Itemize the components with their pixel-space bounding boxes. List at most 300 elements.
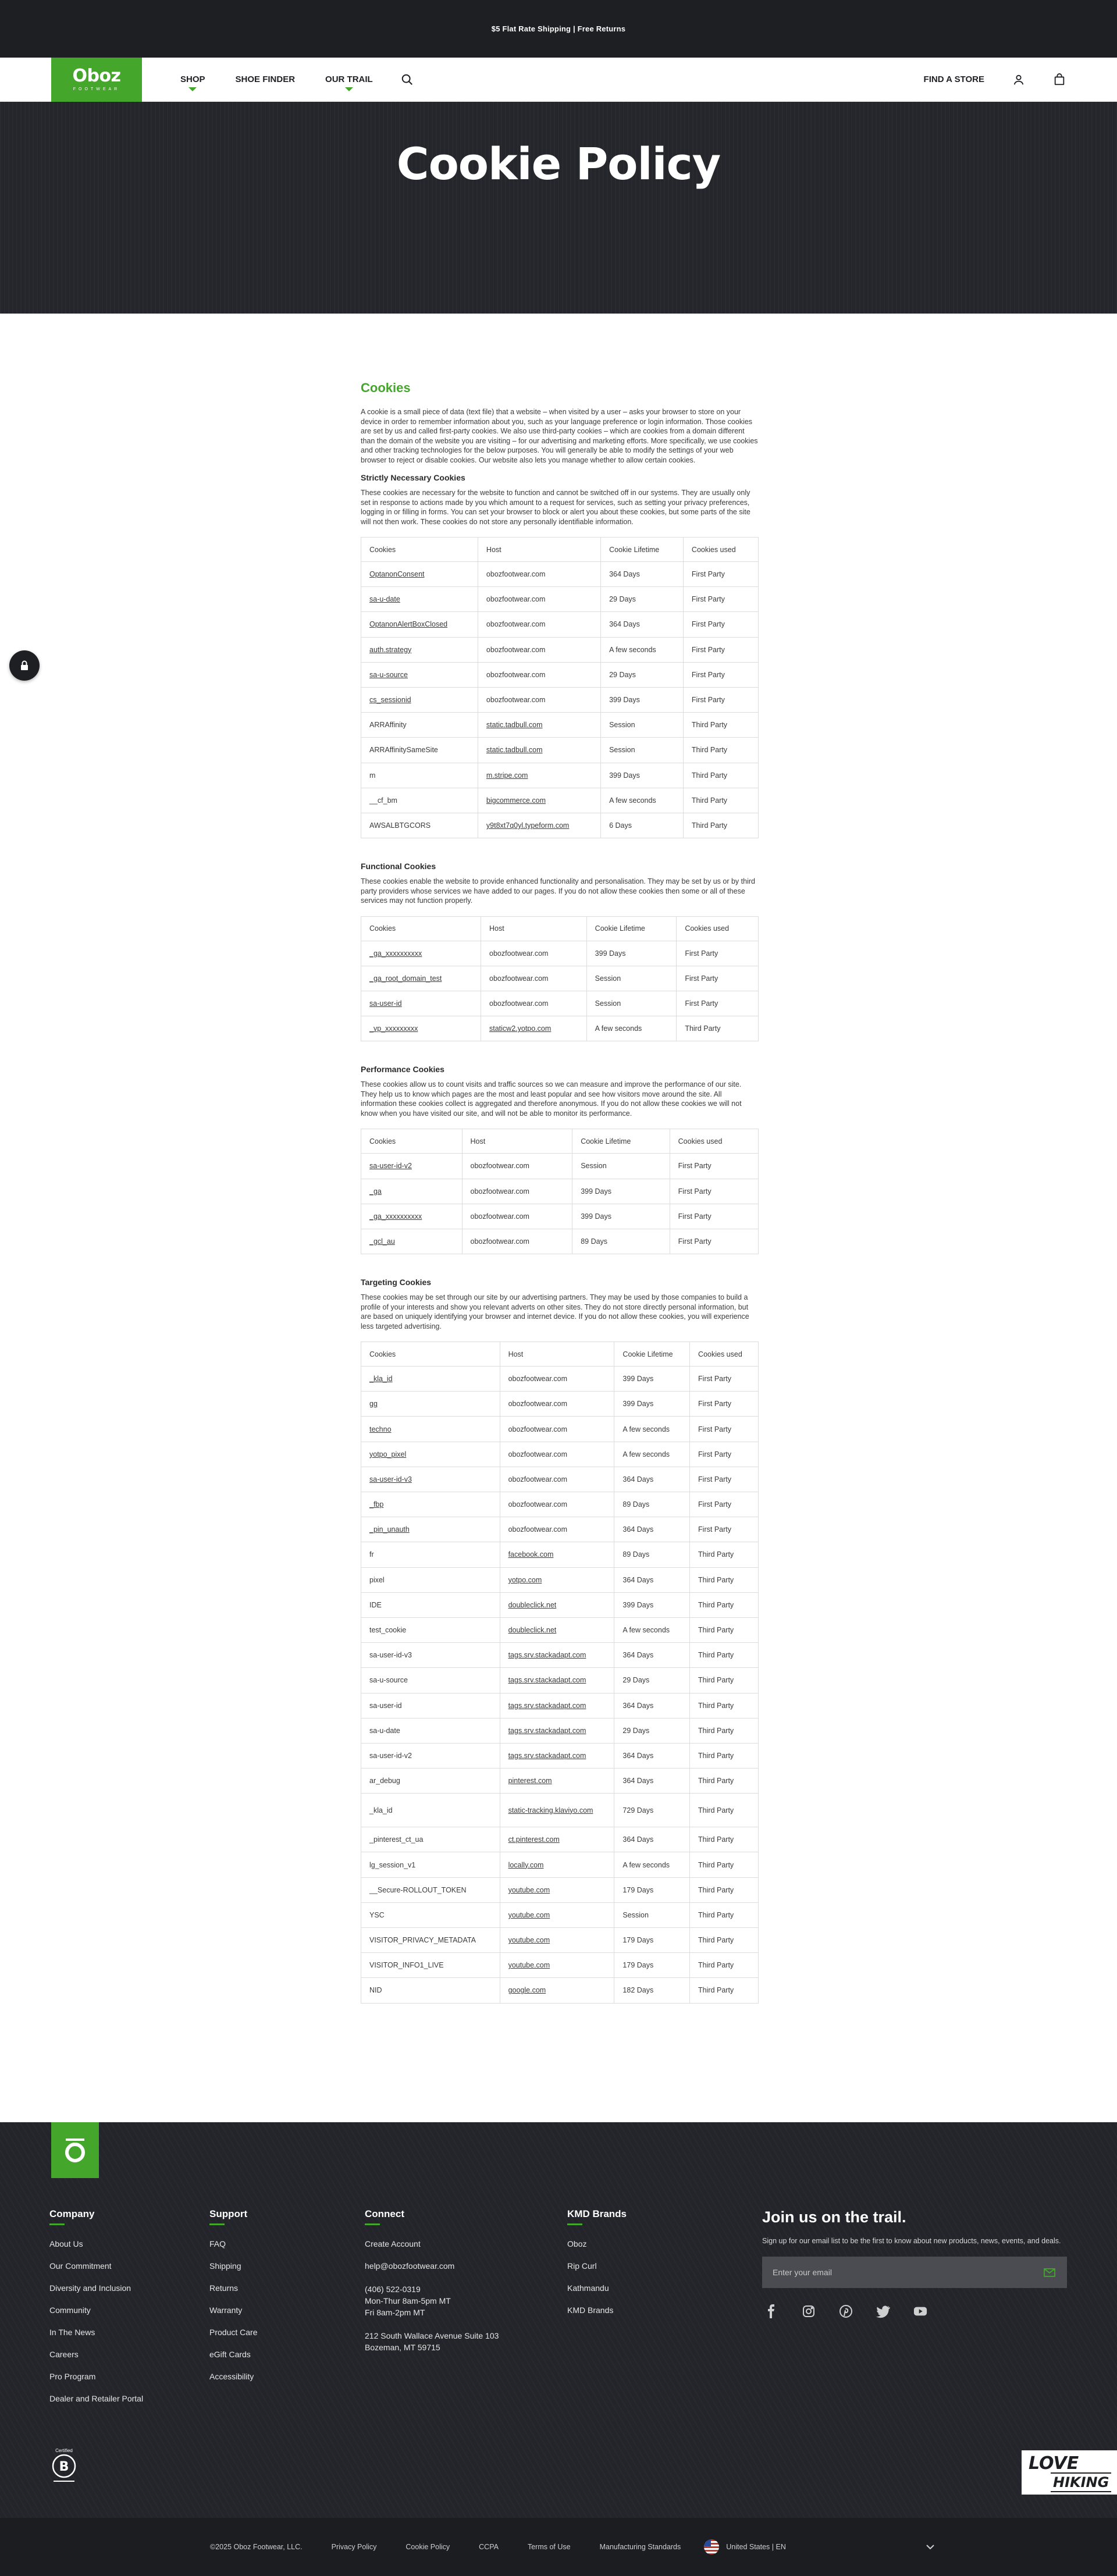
table-cell xyxy=(478,687,600,712)
footer-link[interactable]: Community xyxy=(49,2305,91,2315)
table-cell xyxy=(690,1668,759,1693)
caret-down-icon xyxy=(345,87,353,91)
privacy-policy-link[interactable]: Privacy Policy xyxy=(331,2543,377,2551)
cookie-lifetime: 399 Days xyxy=(595,949,626,958)
cookie-host: obozfootwear.com xyxy=(508,1525,568,1534)
table-row xyxy=(361,587,759,612)
footer-link[interactable]: KMD Brands xyxy=(567,2305,614,2315)
cookie-party: Third Party xyxy=(698,1910,734,1919)
table-cell xyxy=(670,1154,758,1179)
footer-logo[interactable] xyxy=(51,2122,99,2178)
cookie-name-link[interactable]: sa-user-id-v3 xyxy=(369,1475,412,1483)
love-hiking-badge xyxy=(1022,2450,1117,2495)
section-title: Functional Cookies xyxy=(361,862,436,871)
cookie-party: First Party xyxy=(685,949,718,958)
table-cell xyxy=(361,612,478,637)
main-nav xyxy=(180,74,373,84)
table-cell xyxy=(572,1179,670,1204)
table-cell xyxy=(690,1852,759,1877)
table-row xyxy=(361,1542,759,1567)
region-label: United States | EN xyxy=(726,2543,786,2551)
cookie-host: obozfootwear.com xyxy=(486,570,546,579)
table-cell xyxy=(478,763,600,788)
cookie-host: obozfootwear.com xyxy=(508,1450,568,1458)
section-title: Strictly Necessary Cookies xyxy=(361,473,465,482)
youtube-icon[interactable] xyxy=(913,2304,927,2318)
cookie-party: First Party xyxy=(698,1400,731,1408)
cookie-name: m xyxy=(369,771,376,780)
hero-banner xyxy=(0,102,1117,314)
cookie-lifetime: 6 Days xyxy=(609,821,632,830)
table-cell xyxy=(481,991,587,1016)
cart-bag-icon[interactable] xyxy=(1053,73,1066,86)
cookie-name-link[interactable]: gg xyxy=(369,1400,378,1408)
b-corp-badge xyxy=(51,2448,77,2491)
table-cell xyxy=(601,738,684,763)
cookie-name: _pinterest_ct_ua xyxy=(369,1835,424,1844)
cookie-party: First Party xyxy=(691,620,725,629)
table-cell xyxy=(683,587,758,612)
cookie-host-link[interactable]: youtube.com xyxy=(508,1936,550,1945)
cookie-lifetime: 399 Days xyxy=(581,1212,612,1221)
table-cell xyxy=(500,1643,614,1668)
cookie-party: First Party xyxy=(678,1212,712,1221)
table-cell xyxy=(500,1743,614,1768)
table-cell xyxy=(361,1417,500,1442)
table-cell xyxy=(670,1204,758,1229)
pinterest-icon[interactable] xyxy=(839,2304,853,2318)
table-cell xyxy=(361,1743,500,1768)
table-row xyxy=(361,1517,759,1542)
footer-company xyxy=(49,2208,143,2416)
cookie-party: Third Party xyxy=(691,746,728,755)
table-cell xyxy=(500,1978,614,2003)
nav-shop[interactable] xyxy=(180,74,205,84)
table-cell xyxy=(690,1367,759,1392)
cookie-lifetime: 364 Days xyxy=(609,620,640,629)
cookie-name-link[interactable]: _vp_xxxxxxxxx xyxy=(369,1024,418,1033)
footer-link[interactable]: Careers xyxy=(49,2350,79,2359)
cookie-name-link[interactable]: _ga xyxy=(369,1187,382,1196)
cookie-name-link[interactable]: auth.strategy xyxy=(369,645,412,654)
cookie-name-link[interactable]: yotpo_pixel xyxy=(369,1450,407,1458)
cookie-party: Third Party xyxy=(698,1676,734,1685)
cookie-host-link[interactable]: doubleclick.net xyxy=(508,1626,557,1635)
nav-our-trail[interactable] xyxy=(325,74,373,84)
cookie-host: obozfootwear.com xyxy=(486,595,546,604)
table-cell xyxy=(361,1016,481,1041)
table-cell xyxy=(478,612,600,637)
table-cell xyxy=(361,1492,500,1517)
cookie-host-link[interactable]: static.tadbull.com xyxy=(486,721,543,730)
table-cell xyxy=(601,687,684,712)
hiking-text: HIKING xyxy=(1051,2472,1111,2492)
table-cell xyxy=(462,1154,572,1179)
cookie-host-link[interactable]: m.stripe.com xyxy=(486,771,528,780)
support-email-link[interactable]: help@obozfootwear.com xyxy=(365,2261,455,2271)
table-row xyxy=(361,1154,759,1179)
footer-support xyxy=(209,2208,257,2394)
table-row xyxy=(361,1204,759,1229)
table-row xyxy=(361,1229,759,1254)
search-icon[interactable] xyxy=(401,73,414,86)
terms-of-use-link[interactable]: Terms of Use xyxy=(527,2543,571,2551)
table-cell xyxy=(601,662,684,687)
cookie-host-link[interactable]: locally.com xyxy=(508,1860,544,1869)
table-row xyxy=(361,763,759,788)
cookie-name: sa-u-date xyxy=(369,1726,400,1735)
cookie-name-link[interactable]: _gcl_au xyxy=(369,1237,395,1246)
cookie-name-link[interactable]: OptanonConsent xyxy=(369,570,425,579)
cookie-host-link[interactable]: facebook.com xyxy=(508,1550,554,1559)
table-cell xyxy=(614,1567,690,1592)
cookie-name: AWSALBTGCORS xyxy=(369,821,431,830)
announcement-text: $5 Flat Rate Shipping | Free Returns xyxy=(491,24,626,33)
column-header: Cookies used xyxy=(690,1342,759,1367)
table-cell xyxy=(683,813,758,838)
cookie-host-link[interactable]: tags.srv.stackadapt.com xyxy=(508,1701,586,1710)
footer-connect xyxy=(365,2208,499,2353)
table-cell xyxy=(361,1718,500,1743)
cookie-party: First Party xyxy=(685,999,718,1008)
footer-link[interactable]: eGift Cards xyxy=(209,2350,251,2359)
cookie-host-link[interactable]: tags.srv.stackadapt.com xyxy=(508,1726,586,1735)
table-cell xyxy=(677,1016,759,1041)
table-row xyxy=(361,991,759,1016)
table-row xyxy=(361,788,759,813)
table-row xyxy=(361,966,759,991)
table-cell xyxy=(500,1567,614,1592)
cookie-party: Third Party xyxy=(691,796,728,805)
table-cell xyxy=(361,1229,463,1254)
cookie-lifetime: A few seconds xyxy=(622,1626,670,1635)
table-header-row xyxy=(361,916,759,941)
cookie-party: First Party xyxy=(678,1237,712,1246)
table-row xyxy=(361,813,759,838)
cookie-name-link[interactable]: _ga_xxxxxxxxxx xyxy=(369,1212,422,1221)
table-cell xyxy=(614,1693,690,1718)
cookie-host-link[interactable]: pinterest.com xyxy=(508,1777,552,1785)
cookie-host-link[interactable]: staticw2.yotpo.com xyxy=(489,1024,552,1033)
cookie-party: First Party xyxy=(691,696,725,705)
cookie-lifetime: 29 Days xyxy=(622,1676,650,1685)
address-line-1: 212 South Wallace Avenue Suite 103 xyxy=(365,2331,499,2340)
table-cell xyxy=(614,1978,690,2003)
cookie-party: First Party xyxy=(698,1425,731,1433)
cookie-host-link[interactable]: bigcommerce.com xyxy=(486,796,546,805)
table-cell xyxy=(601,637,684,662)
cookie-content xyxy=(361,314,759,2004)
table-cell xyxy=(683,687,758,712)
table-cell xyxy=(683,637,758,662)
table-cell xyxy=(683,562,758,587)
cookie-name-link[interactable]: _fbp xyxy=(369,1500,384,1509)
cookie-party: Third Party xyxy=(691,721,728,730)
section-description: These cookies may be set through our site by our advertising partners. They may be used by those companies to build a profile of your interests and show you relevant adverts on other sites. They do not store directly personal information, but are based on uniquely identifying your browser and internet device. If you do not allow these cookies, you will experience less targeted advertising. xyxy=(361,1293,749,1330)
table-cell xyxy=(614,1542,690,1567)
bottom-bar xyxy=(0,2518,1117,2576)
table-cell xyxy=(361,1567,500,1592)
table-cell xyxy=(601,562,684,587)
cookie-lifetime: 364 Days xyxy=(622,1525,654,1534)
cookie-name: sa-user-id-v2 xyxy=(369,1751,412,1760)
cookie-party: Third Party xyxy=(698,1600,734,1609)
table-cell xyxy=(361,1978,500,2003)
cookie-party: Third Party xyxy=(698,1860,734,1869)
cookie-name-link[interactable]: OptanonAlertBoxClosed xyxy=(369,620,448,629)
cookie-lifetime: 29 Days xyxy=(622,1726,650,1735)
table-cell xyxy=(361,637,478,662)
nav-shoe-finder[interactable] xyxy=(236,74,296,84)
table-cell xyxy=(586,941,677,966)
cookie-host: obozfootwear.com xyxy=(486,620,546,629)
table-cell xyxy=(614,1827,690,1852)
table-cell xyxy=(478,662,600,687)
table-cell xyxy=(586,1016,677,1041)
table-cell xyxy=(361,813,478,838)
table-cell xyxy=(683,612,758,637)
table-cell xyxy=(361,562,478,587)
cookie-policy-link[interactable]: Cookie Policy xyxy=(405,2543,450,2551)
cookie-name: VISITOR_INFO1_LIVE xyxy=(369,1961,444,1970)
table-cell xyxy=(690,1392,759,1417)
cookie-party: Third Party xyxy=(698,1936,734,1945)
table-cell xyxy=(614,1367,690,1392)
page-title: Cookie Policy xyxy=(396,138,721,190)
cookie-lifetime: Session xyxy=(595,974,621,983)
table-cell xyxy=(481,966,587,991)
cookie-host-link[interactable]: y9t8xt7q0yl.typeform.com xyxy=(486,821,570,830)
table-row xyxy=(361,1492,759,1517)
table-cell xyxy=(690,1769,759,1794)
table-cell xyxy=(361,1794,500,1827)
cookie-host-link[interactable]: tags.srv.stackadapt.com xyxy=(508,1751,586,1760)
footer-link[interactable]: FAQ xyxy=(209,2239,226,2248)
cookie-lifetime: 364 Days xyxy=(622,1777,654,1785)
table-cell xyxy=(586,966,677,991)
table-cell xyxy=(500,1794,614,1827)
footer-company-title: Company xyxy=(49,2208,95,2219)
table-cell xyxy=(601,813,684,838)
cookie-name-link[interactable]: sa-user-id xyxy=(369,999,402,1008)
table-cell xyxy=(500,1693,614,1718)
cookie-host-link[interactable]: static-tracking.klaviyo.com xyxy=(508,1806,593,1814)
cookie-host: obozfootwear.com xyxy=(508,1375,568,1383)
cookie-party: Third Party xyxy=(698,1777,734,1785)
chevron-down-icon[interactable] xyxy=(926,2544,935,2550)
newsletter-signup xyxy=(762,2208,1068,2318)
copyright: ©2025 Oboz Footwear, LLC. xyxy=(210,2543,303,2551)
table-cell xyxy=(361,1367,500,1392)
table-cell xyxy=(361,1643,500,1668)
cookie-lifetime: 364 Days xyxy=(622,1475,654,1483)
footer-link[interactable]: Returns xyxy=(209,2283,239,2293)
cookie-name-link[interactable]: sa-u-date xyxy=(369,595,400,604)
cookie-host: obozfootwear.com xyxy=(508,1475,568,1483)
cookie-host-link[interactable]: doubleclick.net xyxy=(508,1600,557,1609)
table-cell xyxy=(614,1718,690,1743)
table-cell xyxy=(614,1902,690,1927)
cookie-host-link[interactable]: youtube.com xyxy=(508,1961,550,1970)
cookie-lifetime: 29 Days xyxy=(609,595,636,604)
table-cell xyxy=(614,1617,690,1642)
cookie-name-link[interactable]: cs_sessionid xyxy=(369,696,411,705)
column-header: Cookies used xyxy=(677,916,759,941)
manufacturing-standards-link[interactable]: Manufacturing Standards xyxy=(599,2543,681,2551)
footer-link[interactable]: Rip Curl xyxy=(567,2261,597,2271)
table-cell xyxy=(361,788,478,813)
cookie-name-link[interactable]: _ga_root_domain_test xyxy=(369,974,442,983)
cookie-name: sa-user-id-v3 xyxy=(369,1651,412,1660)
instagram-icon[interactable] xyxy=(802,2304,816,2318)
cookie-party: Third Party xyxy=(698,1986,734,1995)
cookie-name-link[interactable]: techno xyxy=(369,1425,392,1433)
table-cell xyxy=(690,1978,759,2003)
table-row xyxy=(361,612,759,637)
cookie-name-link[interactable]: sa-user-id-v2 xyxy=(369,1162,412,1170)
cookie-host-link[interactable]: google.com xyxy=(508,1986,546,1995)
table-cell xyxy=(361,687,478,712)
footer-link[interactable]: Kathmandu xyxy=(567,2283,609,2293)
table-cell xyxy=(690,1467,759,1492)
cookie-party: First Party xyxy=(691,595,725,604)
logo-text: Oboz xyxy=(72,66,121,86)
oboz-logo[interactable] xyxy=(51,58,142,102)
footer-link[interactable]: Our Commitment xyxy=(49,2261,112,2271)
cookie-host-link[interactable]: tags.srv.stackadapt.com xyxy=(508,1676,586,1685)
cookie-host-link[interactable]: ct.pinterest.com xyxy=(508,1835,560,1844)
table-row xyxy=(361,1743,759,1768)
table-cell xyxy=(361,966,481,991)
email-input[interactable] xyxy=(773,2268,1017,2277)
table-cell xyxy=(614,1392,690,1417)
table-cell xyxy=(614,1492,690,1517)
cookie-name: ARRAffinitySameSite xyxy=(369,746,438,755)
support-hours-weekday: Mon-Thur 8am-5pm MT xyxy=(365,2296,451,2305)
facebook-icon[interactable] xyxy=(764,2304,778,2318)
table-row xyxy=(361,1617,759,1642)
twitter-icon[interactable] xyxy=(876,2304,890,2318)
table-cell xyxy=(500,1953,614,1978)
column-header: Cookie Lifetime xyxy=(614,1342,690,1367)
table-cell xyxy=(361,1693,500,1718)
footer-link[interactable]: Oboz xyxy=(567,2239,587,2248)
cookie-name: IDE xyxy=(369,1600,382,1609)
table-row xyxy=(361,662,759,687)
footer-link[interactable]: Product Care xyxy=(209,2328,258,2337)
table-cell xyxy=(500,1442,614,1467)
table-cell xyxy=(683,662,758,687)
footer-link[interactable]: Pro Program xyxy=(49,2372,96,2381)
table-cell xyxy=(361,1617,500,1642)
cookie-lifetime: 89 Days xyxy=(581,1237,608,1246)
account-icon[interactable] xyxy=(1012,73,1025,86)
table-row xyxy=(361,1978,759,2003)
table-row xyxy=(361,1392,759,1417)
cookie-lifetime: 29 Days xyxy=(609,670,636,679)
cookie-host-link[interactable]: youtube.com xyxy=(508,1885,550,1894)
cookie-party: First Party xyxy=(698,1500,731,1509)
cookie-host-link[interactable]: yotpo.com xyxy=(508,1575,542,1584)
cookie-host-link[interactable]: static.tadbull.com xyxy=(486,746,543,755)
footer-link[interactable]: Shipping xyxy=(209,2261,241,2271)
table-cell xyxy=(361,738,478,763)
cookie-name-link[interactable]: _kla_id xyxy=(369,1375,393,1383)
table-cell xyxy=(361,1467,500,1492)
cookie-name-link[interactable]: _ga_xxxxxxxxxx xyxy=(369,949,422,958)
column-header: Host xyxy=(481,916,587,941)
cookie-party: First Party xyxy=(698,1450,731,1458)
cookie-lifetime: A few seconds xyxy=(622,1450,670,1458)
cookie-name: ar_debug xyxy=(369,1777,400,1785)
table-cell xyxy=(361,1154,463,1179)
cookie-host-link[interactable]: tags.srv.stackadapt.com xyxy=(508,1651,586,1660)
cookie-party: Third Party xyxy=(698,1626,734,1635)
footer-link[interactable]: Diversity and Inclusion xyxy=(49,2283,131,2293)
envelope-check-icon[interactable] xyxy=(1044,2267,1056,2278)
table-cell xyxy=(500,1668,614,1693)
table-cell xyxy=(500,1827,614,1852)
b-corp-label: Certified xyxy=(55,2448,73,2453)
cookie-name: ARRAffinity xyxy=(369,721,407,730)
table-row xyxy=(361,1902,759,1927)
table-cell xyxy=(478,637,600,662)
find-store-link[interactable]: FIND A STORE xyxy=(923,74,984,84)
social-links xyxy=(764,2304,1068,2318)
footer-link[interactable]: In The News xyxy=(49,2328,95,2337)
table-cell xyxy=(361,1769,500,1794)
footer-link[interactable]: About Us xyxy=(49,2239,83,2248)
site-footer xyxy=(0,2122,1117,2518)
table-cell xyxy=(614,1592,690,1617)
table-cell xyxy=(478,788,600,813)
table-cell xyxy=(361,1928,500,1953)
create-account-link[interactable]: Create Account xyxy=(365,2239,421,2248)
footer-link[interactable]: Dealer and Retailer Portal xyxy=(49,2394,144,2403)
table-cell xyxy=(500,1592,614,1617)
table-cell xyxy=(690,1827,759,1852)
footer-link[interactable]: Warranty xyxy=(209,2305,243,2315)
address-line-2: Bozeman, MT 59715 xyxy=(365,2343,440,2352)
cookie-lifetime: 399 Days xyxy=(622,1600,654,1609)
table-row xyxy=(361,1928,759,1953)
table-cell xyxy=(690,1693,759,1718)
cookie-party: First Party xyxy=(685,974,718,983)
cookie-party: Third Party xyxy=(698,1575,734,1584)
oboz-o-icon xyxy=(63,2137,87,2163)
table-cell xyxy=(500,1902,614,1927)
cookies-heading: Cookies xyxy=(361,380,411,395)
ccpa-link[interactable]: CCPA xyxy=(479,2543,499,2551)
site-header xyxy=(0,58,1117,102)
table-row xyxy=(361,1643,759,1668)
table-cell xyxy=(361,662,478,687)
accessibility-button[interactable] xyxy=(9,650,40,681)
cookie-name-link[interactable]: sa-u-source xyxy=(369,670,408,679)
table-cell xyxy=(572,1154,670,1179)
table-cell xyxy=(601,763,684,788)
cookie-host-link[interactable]: youtube.com xyxy=(508,1910,550,1919)
table-cell xyxy=(361,1852,500,1877)
cookie-name-link[interactable]: _pin_unauth xyxy=(369,1525,410,1534)
footer-link[interactable]: Accessibility xyxy=(209,2372,254,2381)
cookie-host: obozfootwear.com xyxy=(508,1400,568,1408)
table-cell xyxy=(500,1769,614,1794)
region-selector[interactable] xyxy=(704,2539,786,2554)
table-cell xyxy=(361,1827,500,1852)
cookie-host: obozfootwear.com xyxy=(508,1500,568,1509)
column-header: Host xyxy=(478,538,600,562)
